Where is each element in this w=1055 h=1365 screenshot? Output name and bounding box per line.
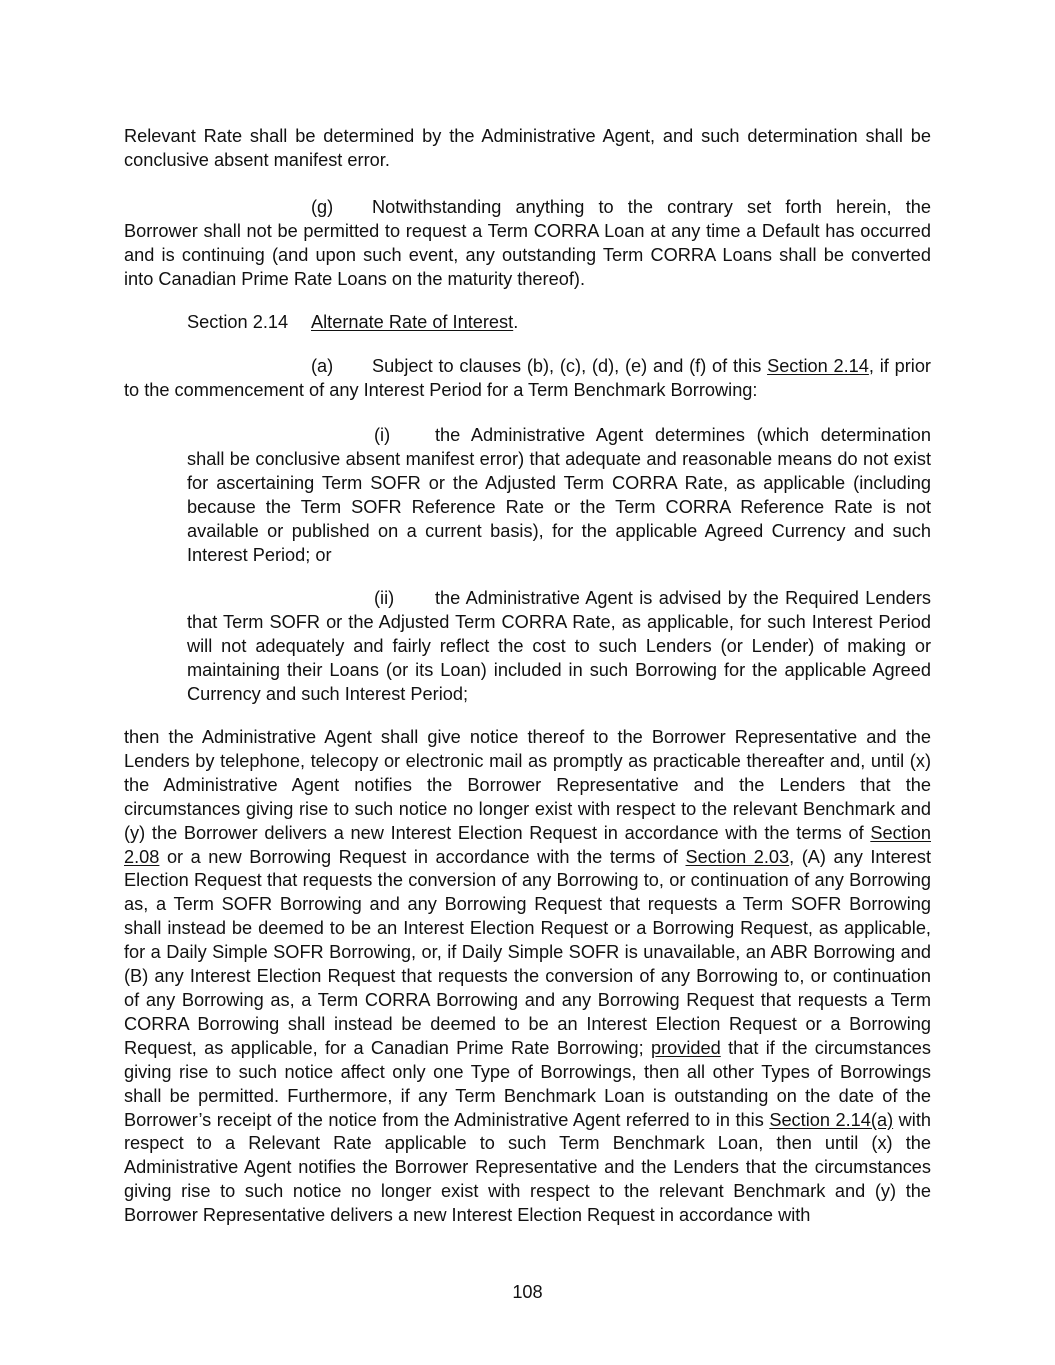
- section-heading: Section 2.14 Alternate Rate of Interest.: [187, 311, 518, 335]
- section-reference: Section 2.08: [124, 822, 931, 867]
- section-reference: Section 2.03: [685, 846, 790, 867]
- clause-label: (i): [374, 425, 391, 445]
- paragraph-i: (i) the Administrative Agent determines (which determination shall be conclusive absent manifest error) that adequate and reasonable means do not exist for ascertaining Term SOFR or the Adjusted Term CORRA Rate, as applicable (including because the Term SOFR Reference Rate or the Term CORRA Reference Rate is not available or published on a current basis), for the applicable Agreed Currency and such Interest Period; or: [187, 425, 931, 565]
- page-number: 108: [512, 1282, 543, 1302]
- section-reference: Section 2.14(a): [769, 1109, 894, 1130]
- paragraph-a: (a) Subject to clauses (b), (c), (d), (e) and (f) of this Section 2.14, if prior to the commencement of any Interest Period for a Term Benchmark Borrowing:: [124, 356, 931, 400]
- clause-label: (g): [311, 197, 334, 217]
- provided-term: provided: [650, 1037, 721, 1058]
- section-title: Alternate Rate of Interest: [311, 312, 514, 332]
- section-reference: Section 2.14: [767, 356, 869, 376]
- paragraph-continuation: Relevant Rate shall be determined by the Administrative Agent, and such determination shall be conclusive absent manifest error.: [124, 126, 931, 170]
- clause-label: (ii): [374, 588, 395, 608]
- section-number: Section 2.14: [187, 312, 289, 332]
- clause-label: (a): [311, 356, 334, 376]
- paragraph-ii: (ii) the Administrative Agent is advised by the Required Lenders that Term SOFR or the Adjusted Term CORRA Rate, as applicable, for such Interest Period will not adequately and fairly reflect the cost to such Lenders (or Lender) of making or maintaining their Loans (or its Loan) included in such Borrowing for the applicable Agreed Currency and such Interest Period;: [187, 588, 931, 704]
- paragraph-then: then the Administrative Agent shall give notice thereof to the Borrower Representative and the Lenders by telephone, telecopy or electronic mail as promptly as practicable thereafter and, until (x) the Administrative Agent notifies the Borrower Representative and the Lenders that the circumstances giving rise to such notice no longer exist with respect to the relevant Benchmark and (y) the Borrower delivers a new Interest Election Request in accordance with the terms of Section 2.08 or a new Borrowing Request in accordance with the terms of Section 2.03, (A) any Interest Election Request that requests the conversion of any Borrowing to, or continuation of any Borrowing as, a Term SOFR Borrowing and any Borrowing Request that requests a Term SOFR Borrowing shall instead be deemed to be an Interest Election Request or a Borrowing Request, as applicable, for a Daily Simple SOFR Borrowing, or, if Daily Simple SOFR is unavailable, an ABR Borrowing and (B) any Interest Election Request that requests the conversion of any Borrowing to, or continuation of any Borrowing as, a Term CORRA Borrowing and any Borrowing Request that requests a Term CORRA Borrowing shall instead be deemed to be an Interest Election Request or a Borrowing Request, as applicable, for a Canadian Prime Rate Borrowing; provided that if the circumstances giving rise to such notice affect only one Type of Borrowings, then all other Types of Borrowings shall be permitted. Furthermore, if any Term Benchmark Loan is outstanding on the date of the Borrower’s receipt of the notice from the Administrative Agent referred to in this Section 2.14(a) with respect to a Relevant Rate applicable to such Term Benchmark Loan, then until (x) the Administrative Agent notifies the Borrower Representative and the Lenders that the circumstances giving rise to such notice no longer exist with respect to the relevant Benchmark and (y) the Borrower Representative delivers a new Interest Election Request in accordance with: [124, 727, 932, 1226]
- paragraph-g: (g) Notwithstanding anything to the contrary set forth herein, the Borrower shall not be permitted to request a Term CORRA Loan at any time a Default has occurred and is continuing (and upon such event, any outstanding Term CORRA Loans shall be converted into Canadian Prime Rate Loans on the maturity thereof).: [124, 197, 931, 289]
